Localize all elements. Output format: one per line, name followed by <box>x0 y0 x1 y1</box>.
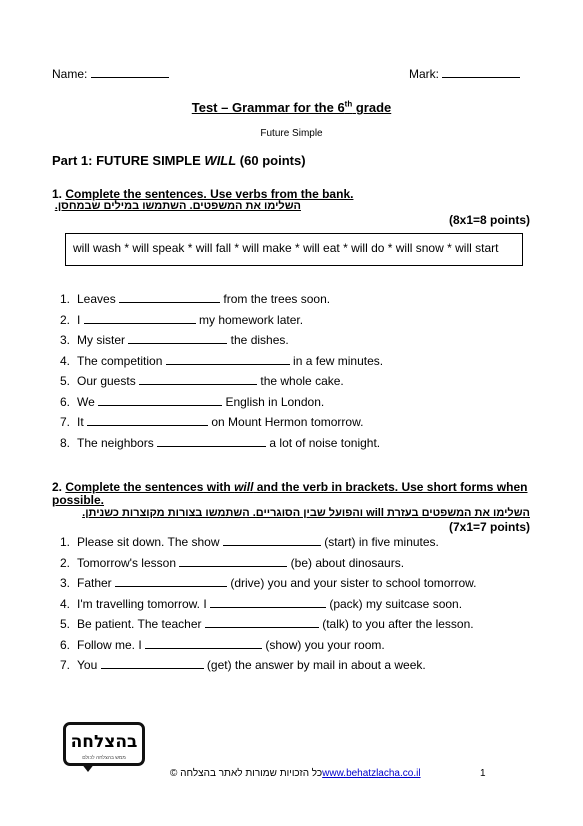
item-text-before: You <box>77 658 101 672</box>
item-text-after: the dishes. <box>227 333 289 347</box>
mark-field[interactable] <box>409 67 520 81</box>
answer-blank[interactable] <box>139 374 257 385</box>
item-text-after: the whole cake. <box>257 374 344 388</box>
sentence-item <box>60 556 404 570</box>
exercise1-instruction: 1. Complete the sentences. Use verbs from the bank. <box>52 187 354 201</box>
logo-subtext: ממש בהצלחה לכולם <box>82 755 126 761</box>
answer-blank[interactable] <box>205 617 319 628</box>
exercise2-points: (7x1=7 points) <box>448 520 530 534</box>
item-text-before: My sister <box>77 333 129 347</box>
item-number: 2. <box>60 312 71 327</box>
exercise1-hebrew: השלימו את המשפטים. השתמשו במילים שבמחסן. <box>54 200 301 212</box>
item-text-after: (show) you your room. <box>262 637 385 652</box>
sentence-item <box>60 658 426 672</box>
answer-blank[interactable] <box>223 535 321 546</box>
copyright-hebrew: כל הזכויות שמורות לאתר בהצלחה © <box>170 768 323 779</box>
item-number: 6. <box>60 637 71 652</box>
item-text-before: I'm travelling tomorrow. I <box>77 596 210 611</box>
sentence-item <box>60 354 383 368</box>
item-number: 4. <box>60 596 71 611</box>
item-text-after: (pack) my suitcase soon. <box>326 596 463 611</box>
name-blank[interactable] <box>91 67 169 78</box>
answer-blank[interactable] <box>210 597 326 608</box>
item-text-before: I <box>77 312 84 327</box>
word-bank <box>65 233 523 266</box>
name-label: Name: <box>52 67 88 81</box>
item-text-before: Be patient. The teacher <box>77 617 205 631</box>
item-number: 5. <box>60 617 71 631</box>
answer-blank[interactable] <box>157 436 266 447</box>
sentence-item <box>60 313 303 327</box>
sentence-item <box>60 617 474 631</box>
page-subtitle: Future Simple <box>260 128 323 139</box>
sentence-item <box>60 638 385 652</box>
answer-blank[interactable] <box>119 292 220 303</box>
sentence-item <box>60 415 363 429</box>
footer-copyright <box>170 768 421 779</box>
exercise2-instruction: 2. Complete the sentences with will and the verb in brackets. Use short forms when <box>52 480 528 494</box>
sentence-item <box>60 374 344 388</box>
behatzlacha-logo <box>63 722 145 766</box>
exercise2-instruction-line2: possible. <box>52 493 105 507</box>
sentence-item <box>60 597 462 611</box>
mark-label: Mark: <box>409 67 439 81</box>
item-number: 4. <box>60 353 71 368</box>
answer-blank[interactable] <box>179 556 287 567</box>
item-number: 2. <box>60 555 71 570</box>
item-text-before: Leaves <box>77 292 120 306</box>
answer-blank[interactable] <box>115 576 227 587</box>
item-text-before: The neighbors <box>77 435 158 450</box>
item-text-before: Father <box>77 576 116 590</box>
page-number: 1 <box>480 768 486 779</box>
sentence-item <box>60 292 330 306</box>
item-text-after: a lot of noise tonight. <box>266 435 381 450</box>
sentence-item <box>60 395 324 409</box>
answer-blank[interactable] <box>128 333 227 344</box>
answer-blank[interactable] <box>87 415 208 426</box>
item-text-after: (be) about dinosaurs. <box>287 555 405 570</box>
sentence-item <box>60 436 380 450</box>
word-bank-text: will wash * will speak * will fall * will make * will eat * will do * will snow * will start <box>73 241 499 255</box>
item-text-after: from the trees soon. <box>220 292 331 306</box>
item-text-before: We <box>77 394 99 409</box>
part1-heading: Part 1: FUTURE SIMPLE WILL (60 points) <box>52 153 306 168</box>
site-link[interactable]: www.behatzlacha.co.il <box>322 768 421 779</box>
item-text-after: on Mount Hermon tomorrow. <box>208 415 364 429</box>
sentence-item <box>60 333 289 347</box>
item-text-before: Please sit down. The show <box>77 535 223 549</box>
item-text-before: It <box>77 415 88 429</box>
item-number: 3. <box>60 576 71 590</box>
item-number: 3. <box>60 333 71 347</box>
item-number: 7. <box>60 658 71 672</box>
item-text-after: (drive) you and your sister to school tomorrow. <box>227 576 477 590</box>
mark-blank[interactable] <box>442 67 520 78</box>
item-text-after: (talk) to you after the lesson. <box>318 617 474 631</box>
item-number: 1. <box>60 292 71 306</box>
item-text-after: English in London. <box>222 394 325 409</box>
item-number: 5. <box>60 374 71 388</box>
item-number: 6. <box>60 394 71 409</box>
answer-blank[interactable] <box>98 395 222 406</box>
item-number: 7. <box>60 415 71 429</box>
sentence-item <box>60 535 439 549</box>
item-number: 8. <box>60 435 71 450</box>
exercise2-hebrew: השלימו את המשפטים בעזרת will והפועל שבין הסוגריים. השתמשו בצורות מקוצרות כשניתן. <box>82 507 530 519</box>
item-text-before: Tomorrow's lesson <box>77 555 180 570</box>
item-text-after: (get) the answer by mail in about a week. <box>203 658 426 672</box>
page-title: Test – Grammar for the 6th grade <box>191 100 392 116</box>
item-number: 1. <box>60 535 71 549</box>
name-field[interactable] <box>52 67 169 81</box>
exercise1-points: (8x1=8 points) <box>448 213 530 227</box>
item-text-after: (start) in five minutes. <box>320 535 439 549</box>
logo-speech-tail <box>81 763 95 772</box>
item-text-before: Follow me. I <box>77 637 146 652</box>
answer-blank[interactable] <box>166 354 290 365</box>
answer-blank[interactable] <box>101 658 204 669</box>
sentence-item <box>60 576 476 590</box>
item-text-before: Our guests <box>77 374 140 388</box>
logo-text: בהצלחה <box>70 732 138 752</box>
answer-blank[interactable] <box>145 638 262 649</box>
item-text-after: in a few minutes. <box>289 353 384 368</box>
answer-blank[interactable] <box>84 313 196 324</box>
item-text-before: The competition <box>77 353 166 368</box>
item-text-after: my homework later. <box>195 312 304 327</box>
